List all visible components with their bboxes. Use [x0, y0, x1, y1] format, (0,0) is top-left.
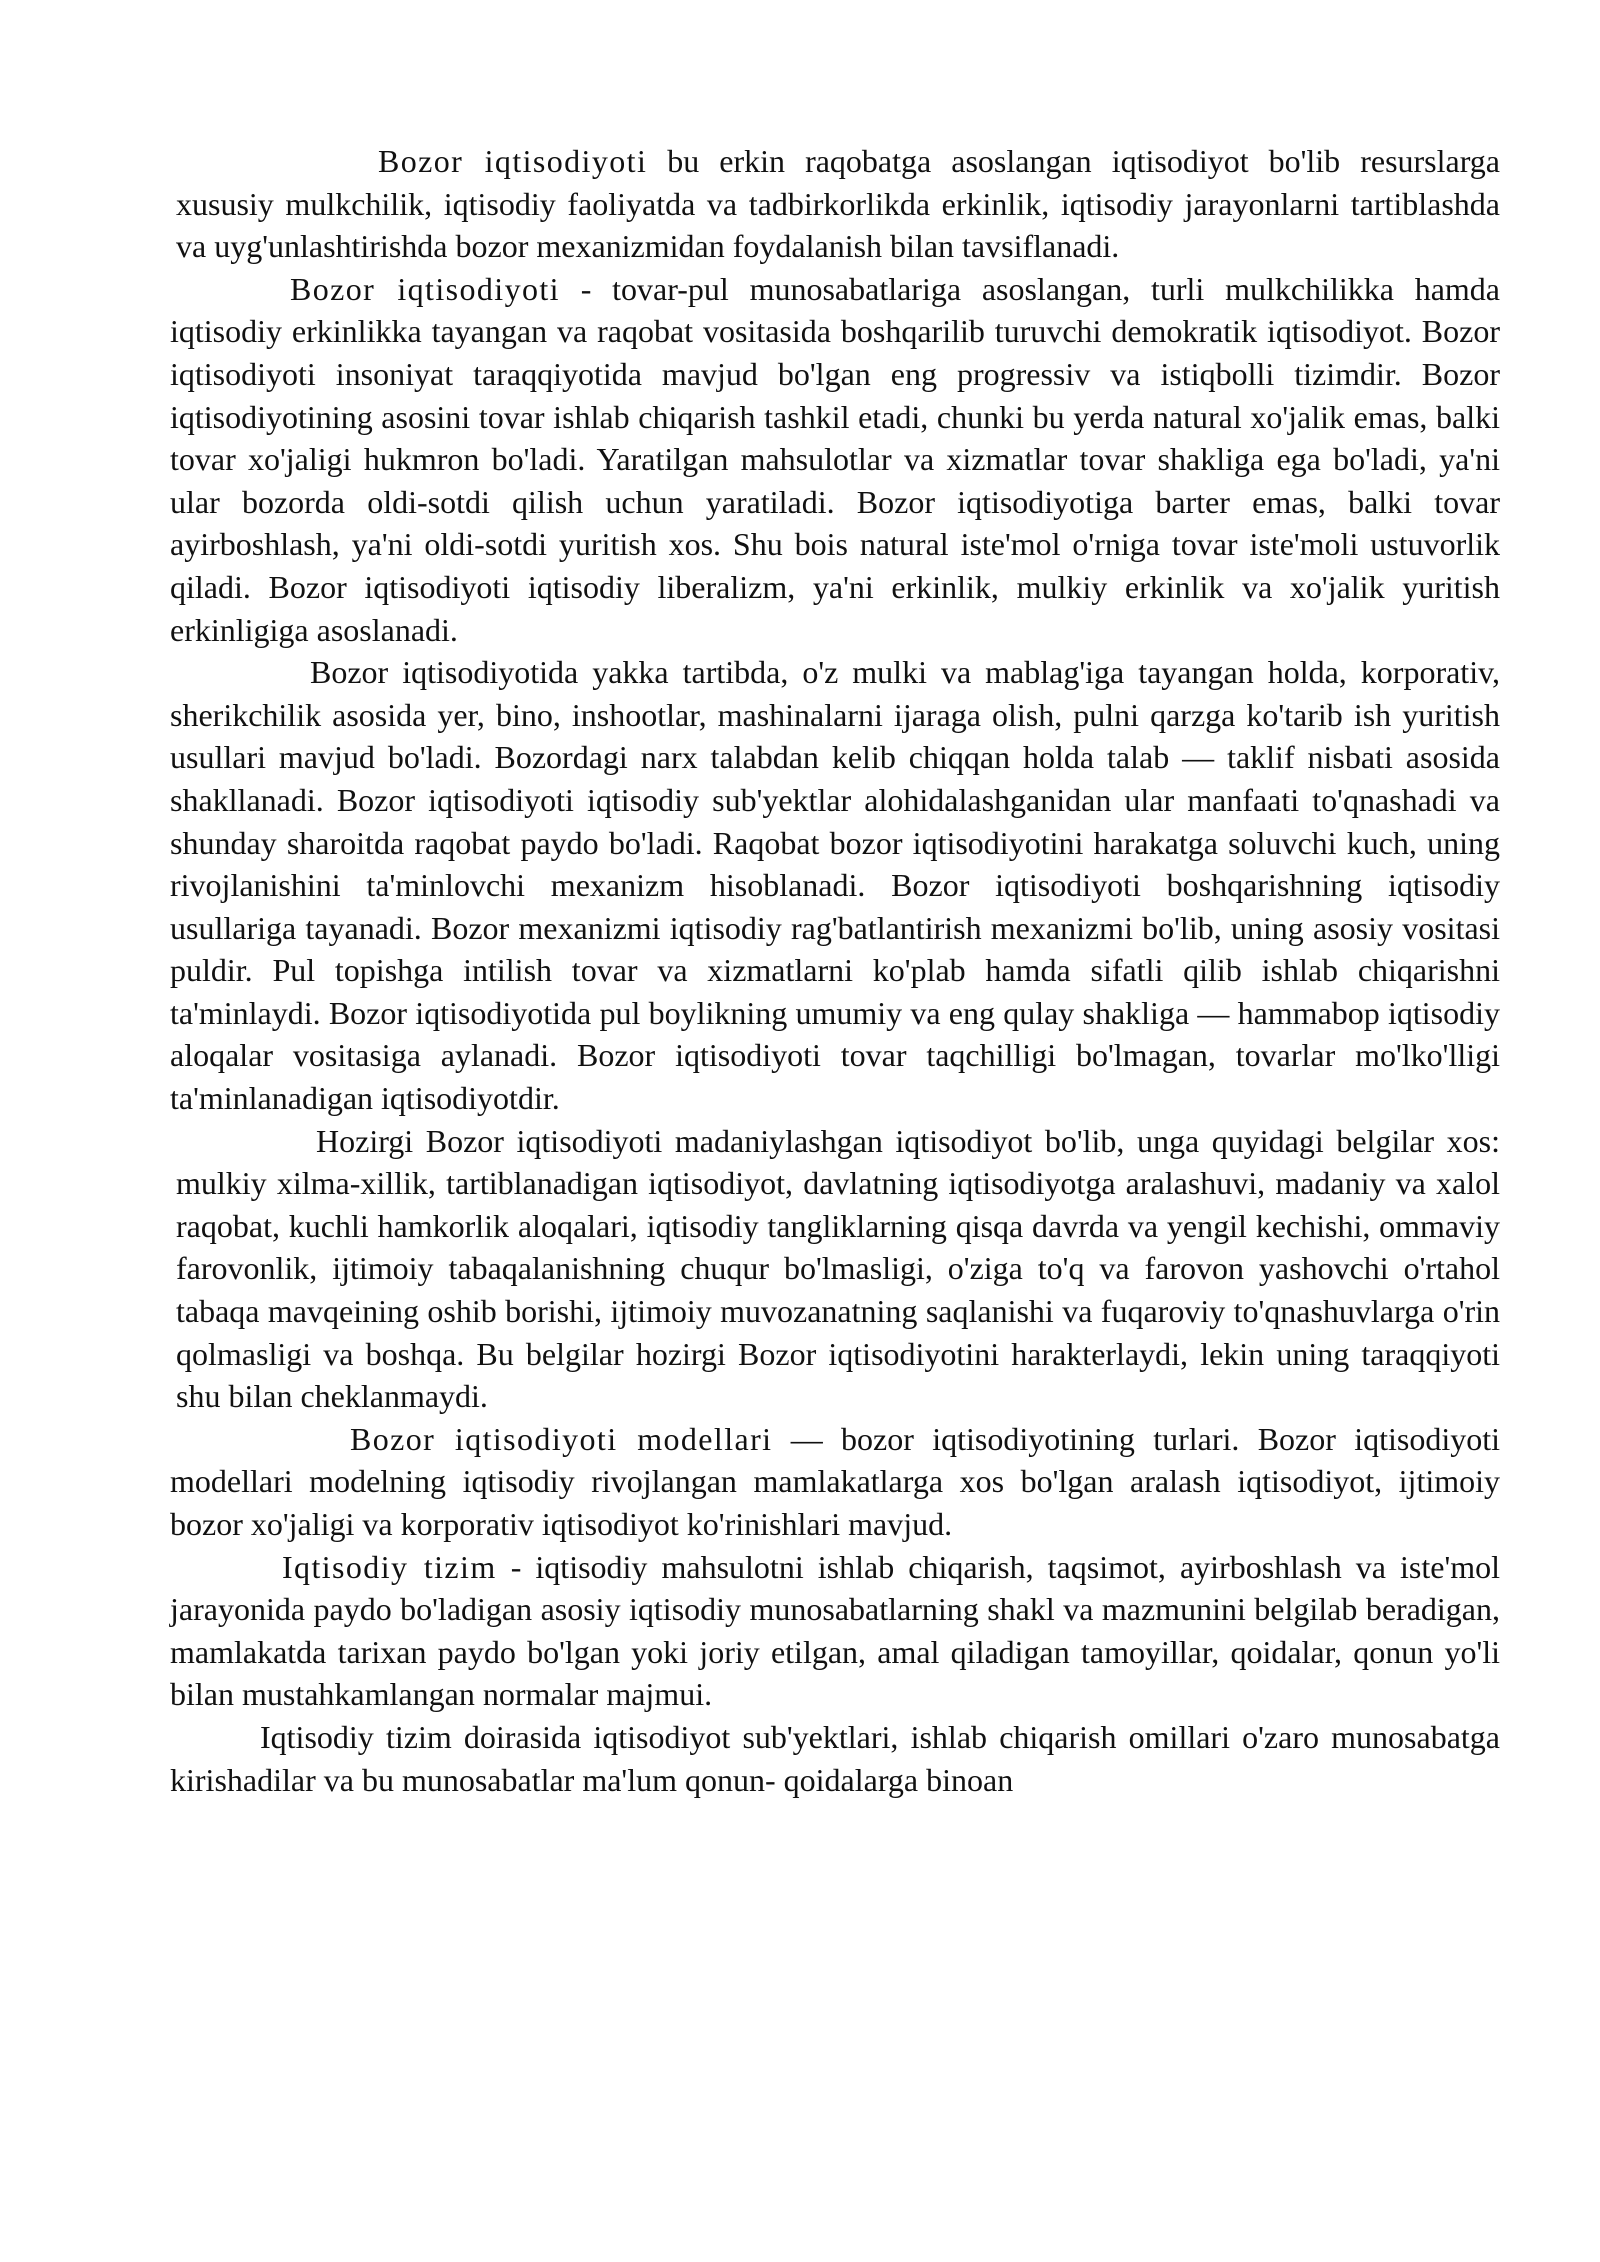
paragraph-lead-term: Iqtisodiy tizim — [282, 1548, 497, 1585]
paragraph-lead-term: Bozor iqtisodiyoti modellari — [350, 1420, 773, 1457]
document-body — [170, 140, 1500, 1801]
paragraph — [170, 651, 1500, 1120]
paragraph-text: Iqtisodiy tizim doirasida iqtisodiyot sub'yektlari, ishlab chiqarish omillari o'zaro munosabatga kirishadilar va bu munosabatlar ma'lum qonun- qoidalarga binoan — [170, 1718, 1500, 1798]
paragraph-text: bu erkin raqobatga asoslangan iqtisodiyot bo'lib resurslarga xususiy mulkchilik, iqtisodiy faoliyatda va tadbirkorlikda erkinlik, iqtisodiy jarayonlarni tartiblashda va uyg'unlashtirishda bozor mexanizmidan foydalanish bilan tavsiflanadi. — [176, 143, 1501, 265]
paragraph-text: - tovar-pul munosabatlariga asoslangan, turli mulkchilikka hamda iqtisodiy erkinlikka tayangan va raqobat vositasida boshqarilib turuvchi demokratik iqtisodiyot. Bozor iqtisodiyoti insoniyat taraqqiyotida mavjud bo'lgan eng progressiv va istiqbolli tizimdir. Bozor iqtisodiyotining asosini tovar ishlab chiqarish tashkil etadi, chunki bu yerda natural xo'jalik emas, balki tovar xo'jaligi hukmron bo'ladi. Yaratilgan mahsulotlar va xizmatlar tovar shakliga ega bo'ladi, ya'ni ular bozorda oldi-sotdi qilish uchun yaratiladi. Bozor iqtisodiyotiga barter emas, balki tovar ayirboshlash, ya'ni oldi-sotdi yuritish xos. Shu bois natural iste'mol o'rniga tovar iste'moli ustuvorlik qiladi. Bozor iqtisodiyoti iqtisodiy liberalizm, ya'ni erkinlik, mulkiy erkinlik va xo'jalik yuritish erkinligiga asoslanadi. — [170, 270, 1501, 648]
paragraph-text: - iqtisodiy mahsulotni ishlab chiqarish, taqsimot, ayirboshlash va iste'mol jarayonida paydo bo'ladigan asosiy iqtisodiy munosabatlarning shakl va mazmunini belgilab beradigan, mamlakatda tarixan paydo bo'lgan yoki joriy etilgan, amal qiladigan tamoyillar, qoidalar, qonun yo'li bilan mustahkamlangan normalar majmui. — [170, 1548, 1501, 1713]
paragraph-text: Hozirgi Bozor iqtisodiyoti madaniylashgan iqtisodiyot bo'lib, unga quyidagi belgilar xos: mulkiy xilma-xillik, tartiblanadigan iqtisodiyot, davlatning iqtisodiyotga aralashuvi, madaniy va xalol raqobat, kuchli hamkorlik aloqalari, iqtisodiy tangliklarning qisqa davrda va yengil kechishi, ommaviy farovonlik, ijtimoiy tabaqalanishning chuqur bo'lmasligi, o'ziga to'q va farovon yashovchi o'rtahol tabaqa mavqeining oshib borishi, ijtimoiy muvozanatning saqlanishi va fuqaroviy to'qnashuvlarga o'rin qolmasligi va boshqa. Bu belgilar hozirgi Bozor iqtisodiyotini harakterlaydi, lekin uning taraqqiyoti shu bilan cheklanmaydi. — [176, 1122, 1500, 1415]
paragraph-text: — bozor iqtisodiyotining turlari. Bozor iqtisodiyoti modellari modelning iqtisodiy rivojlangan mamlakatlarga xos bo'lgan aralash iqtisodiyot, ijtimoiy bozor xo'jaligi va korporativ iqtisodiyot ko'rinishlari mavjud. — [170, 1420, 1500, 1542]
paragraph-text: Bozor iqtisodiyotida yakka tartibda, o'z mulki va mablag'iga tayangan holda, korporativ, sherikchilik asosida yer, bino, inshootlar, mashinalarni ijaraga olish, pulni qarzga ko'tarib ish yuritish usullari mavjud bo'ladi. Bozordagi narx talabdan kelib chiqqan holda talab — taklif nisbati asosida shakllanadi. Bozor iqtisodiyoti iqtisodiy sub'yektlar alohidalashganidan ular manfaati to'qnashadi va shunday sharoitda raqobat paydo bo'ladi. Raqobat bozor iqtisodiyotini harakatga soluvchi kuch, uning rivojlanishini ta'minlovchi mexanizm hisoblanadi. Bozor iqtisodiyoti boshqarishning iqtisodiy usullariga tayanadi. Bozor mexanizmi iqtisodiy rag'batlantirish mexanizmi bo'lib, uning asosiy vositasi puldir. Pul topishga intilish tovar va xizmatlarni ko'plab hamda sifatli qilib ishlab chiqarishni ta'minlaydi. Bozor iqtisodiyotida pul boylikning umumiy va eng qulay shakliga — hammabop iqtisodiy aloqalar vositasiga aylanadi. Bozor iqtisodiyoti tovar taqchilligi bo'lmagan, tovarlar mo'lko'lligi ta'minlanadigan iqtisodiyotdir. — [170, 654, 1500, 1117]
paragraph — [170, 1120, 1500, 1418]
paragraph — [170, 1418, 1500, 1546]
paragraph — [170, 140, 1500, 268]
paragraph — [170, 1716, 1500, 1801]
paragraph — [170, 1546, 1500, 1716]
paragraph-lead-term: Bozor iqtisodiyoti — [378, 143, 648, 179]
paragraph — [170, 268, 1500, 651]
paragraph-lead-term: Bozor iqtisodiyoti — [290, 270, 560, 307]
